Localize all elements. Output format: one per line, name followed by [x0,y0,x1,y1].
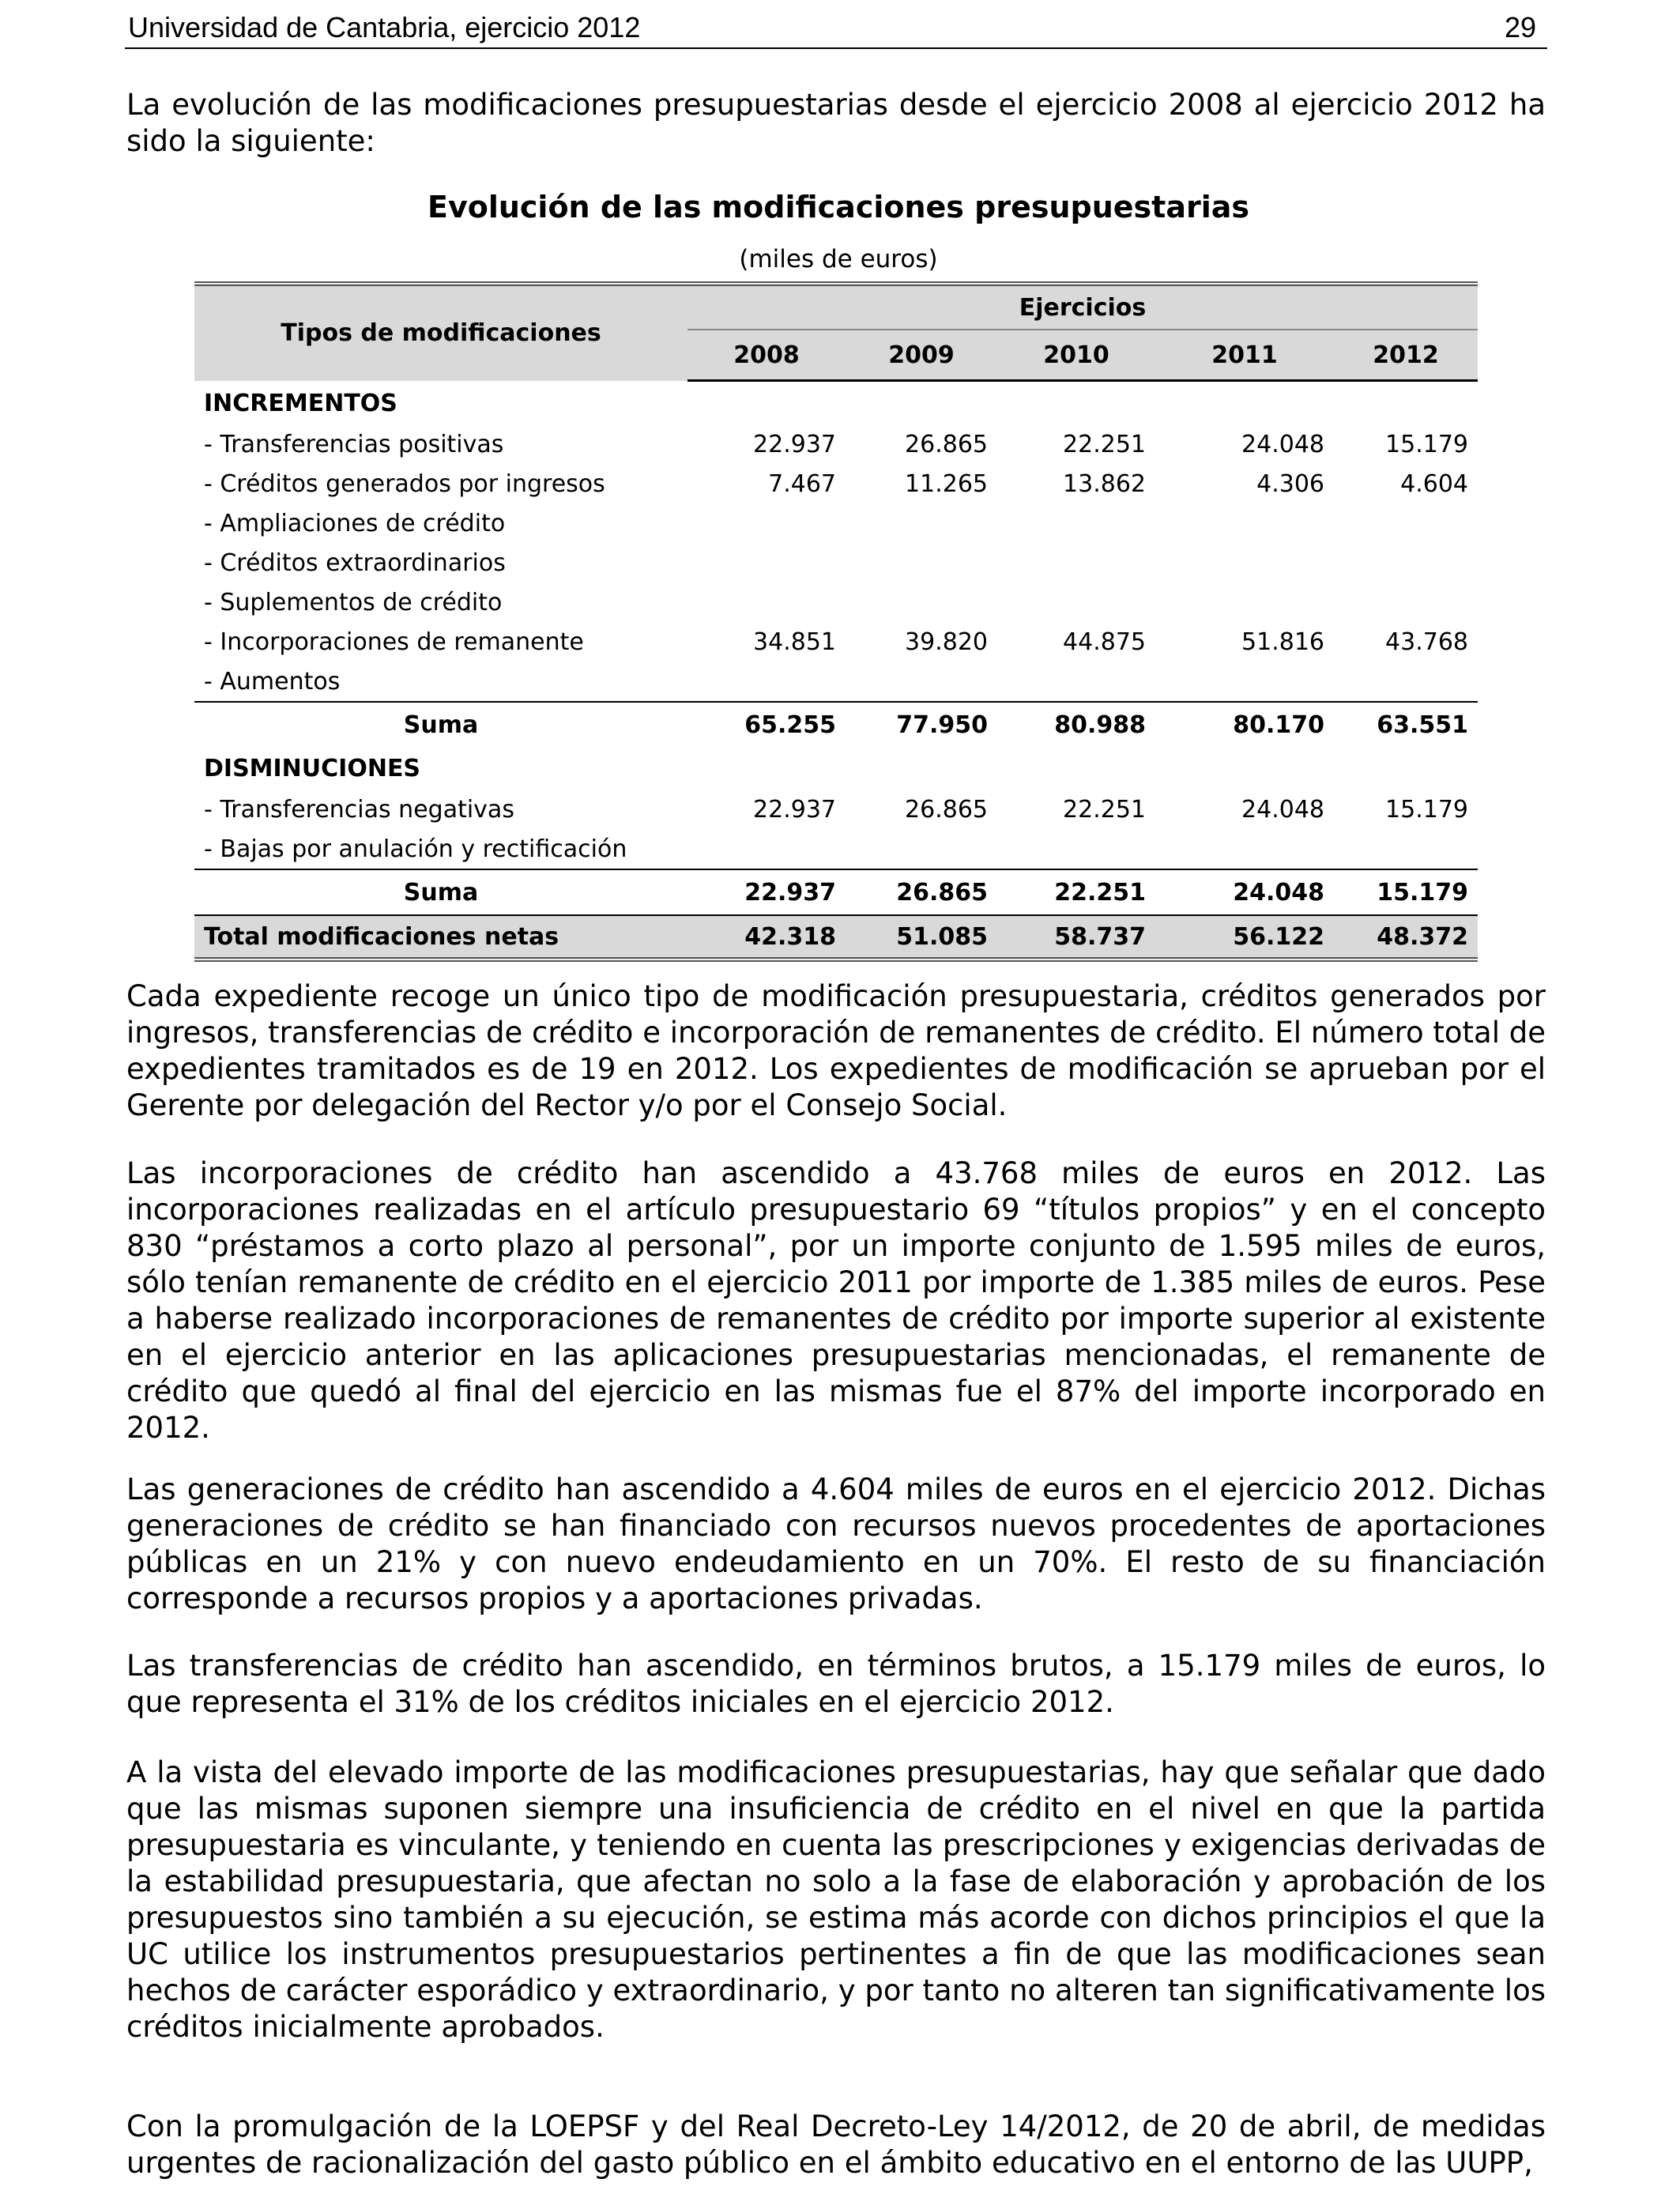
cell-value [1334,829,1478,869]
row-label: - Bajas por anulación y rectificación [204,835,627,863]
row-label: - Créditos generados por ingresos [204,469,605,498]
section-heading: INCREMENTOS [204,389,397,417]
row-label: - Ampliaciones de crédito [204,509,506,537]
cell-value [1155,829,1334,869]
cell-value [1155,543,1334,582]
total-value: 56.122 [1155,915,1334,959]
page-header [125,6,1547,49]
table-row [194,424,1478,464]
row-label: - Aumentos [204,667,341,696]
sum-row [194,869,1478,915]
body-paragraph: Cada expediente recoge un único tipo de modificación presupuestaria, créditos generados por ingresos, transferencias de crédito e incorporación de remanentes de crédito. El número total de expedientes tramitados es de 19 en 2012. Los expedientes de modificación se aprueban por el Gerente por delegación del Rector y/o por el Consejo Social. [126,979,1546,1122]
cell-value [1155,503,1334,543]
cell-value [687,582,846,622]
intro-paragraph: La evolución de las modificaciones presupuestarias desde el ejercicio 2008 al ejercicio 2012 ha sido la siguiente: [126,88,1546,158]
cell-value [846,829,997,869]
cell-value [997,829,1155,869]
sum-row [194,702,1478,747]
sum-value: 22.937 [687,869,846,915]
table-row [194,582,1478,622]
cell-value: 4.306 [1256,469,1324,498]
cell-value: 43.768 [1385,628,1468,656]
table-subtitle: (miles de euros) [739,245,938,273]
cell-value [1334,662,1478,702]
header-title: Universidad de Cantabria, ejercicio 2012 [128,11,641,43]
cell-value: 22.937 [753,430,836,458]
page-number: 29 [1504,11,1536,43]
table-row [194,790,1478,829]
cell-value: 26.865 [905,795,988,824]
cell-value [997,503,1155,543]
cell-value: 44.875 [1063,628,1146,656]
sum-value: 80.170 [1155,702,1334,747]
cell-value: 24.048 [1241,795,1324,824]
section-heading: DISMINUCIONES [204,754,421,782]
cell-value: 15.179 [1385,430,1468,458]
table-row [194,503,1478,543]
cell-value [846,543,997,582]
sum-value: 24.048 [1155,869,1334,915]
column-header-type: Tipos de modificaciones [194,284,687,381]
total-value: 42.318 [687,915,846,959]
column-header-year: 2009 [846,330,997,381]
cell-value [846,503,997,543]
section-row [194,381,1478,425]
cell-value [687,829,846,869]
cell-value [1155,582,1334,622]
sum-value: 65.255 [687,702,846,747]
modifications-table [194,281,1478,962]
cell-value [997,543,1155,582]
cell-value [846,582,997,622]
cell-value: 39.820 [905,628,988,656]
row-label: - Transferencias negativas [204,795,514,824]
cell-value: 4.604 [1400,469,1468,498]
cell-value: 11.265 [905,469,988,498]
sum-value: 15.179 [1334,869,1478,915]
column-header-year: 2008 [687,330,846,381]
total-value: 51.085 [846,915,997,959]
column-header-year: 2011 [1155,330,1334,381]
body-paragraph: A la vista del elevado importe de las modificaciones presupuestarias, hay que señalar que dado que las mismas suponen siempre una insuficiencia de crédito en el nivel en que la partida presupuestaria es vinculante, y teniendo en cuenta las prescripciones y exigencias derivadas de la estabilidad presupuestaria, que afectan no solo a la fase de elaboración y aprobación de los presupuestos sino también a su ejecución, se estima más acorde con dichos principios el que la UC utilice los instrumentos presupuestarios pertinentes a fin de que las modificaciones sean hechos de carácter esporádico y extraordinario, y por tanto no alteren tan significativamente los créditos inicialmente aprobados. [126,1755,1546,2044]
row-label: - Créditos extraordinarios [204,548,506,577]
row-label: - Incorporaciones de remanente [204,628,584,656]
cell-value: 22.251 [1063,430,1146,458]
body-paragraph: Las generaciones de crédito han ascendido a 4.604 miles de euros en el ejercicio 2012. Dichas generaciones de crédito se han financiado con recursos nuevos procedentes de aportaciones públicas en un 21% y con nuevo endeudamiento en un 70%. El resto de su financiación corresponde a recursos propios y a aportaciones privadas. [126,1472,1546,1615]
cell-value: 22.937 [753,795,836,824]
sum-value: 22.251 [997,869,1155,915]
cell-value: 15.179 [1385,795,1468,824]
cell-value [997,662,1155,702]
cell-value [846,662,997,702]
sum-value: 80.988 [997,702,1155,747]
sum-value: 77.950 [846,702,997,747]
cell-value [1155,662,1334,702]
body-paragraph: Las transferencias de crédito han ascendido, en términos brutos, a 15.179 miles de euros, lo que representa el 31% de los créditos iniciales en el ejercicio 2012. [126,1649,1546,1719]
cell-value [687,662,846,702]
total-value: 58.737 [997,915,1155,959]
cell-value [997,582,1155,622]
column-header-group: Ejercicios [687,284,1478,330]
cell-value: 34.851 [753,628,836,656]
sum-value: 26.865 [846,869,997,915]
sum-value: 63.551 [1334,702,1478,747]
cell-value [1334,503,1478,543]
cell-value: 26.865 [905,430,988,458]
total-row [194,915,1478,959]
body-paragraph: Con la promulgación de la LOEPSF y del Real Decreto-Ley 14/2012, de 20 de abril, de medidas urgentes de racionalización del gasto público en el ámbito educativo en el entorno de las UUPP, [126,2109,1546,2180]
table-row [194,543,1478,582]
cell-value: 51.816 [1241,628,1324,656]
cell-value: 24.048 [1241,430,1324,458]
body-paragraph: Las incorporaciones de crédito han ascendido a 43.768 miles de euros en 2012. Las incorporaciones realizadas en el artículo presupuestario 69 “títulos propios” y en el concepto 830 “préstamos a corto plazo al personal”, por un importe conjunto de 1.595 miles de euros, sólo tenían remanente de crédito en el ejercicio 2011 por importe de 1.385 miles de euros. Pese a haberse realizado incorporaciones de remanentes de crédito por importe superior al existente en el ejercicio anterior en las aplicaciones presupuestarias mencionadas, el remanente de crédito que quedó al final del ejercicio en las mismas fue el 87% del importe incorporado en 2012. [126,1156,1546,1445]
row-label: - Suplementos de crédito [204,588,503,616]
sum-label: Suma [194,702,687,747]
cell-value: 22.251 [1063,795,1146,824]
cell-value [1334,543,1478,582]
cell-value: 13.862 [1063,469,1146,498]
cell-value [1334,582,1478,622]
sum-label: Suma [194,869,687,915]
total-label: Total modificaciones netas [194,915,687,959]
table-row [194,829,1478,869]
table-row [194,622,1478,662]
cell-value: 7.467 [768,469,836,498]
column-header-year: 2012 [1334,330,1478,381]
column-header-year: 2010 [997,330,1155,381]
table-row [194,662,1478,702]
section-row [194,747,1478,790]
cell-value [687,503,846,543]
table-row [194,464,1478,503]
row-label: - Transferencias positivas [204,430,504,458]
cell-value [687,543,846,582]
total-value: 48.372 [1334,915,1478,959]
table-title: Evolución de las modificaciones presupuestarias [427,190,1250,224]
